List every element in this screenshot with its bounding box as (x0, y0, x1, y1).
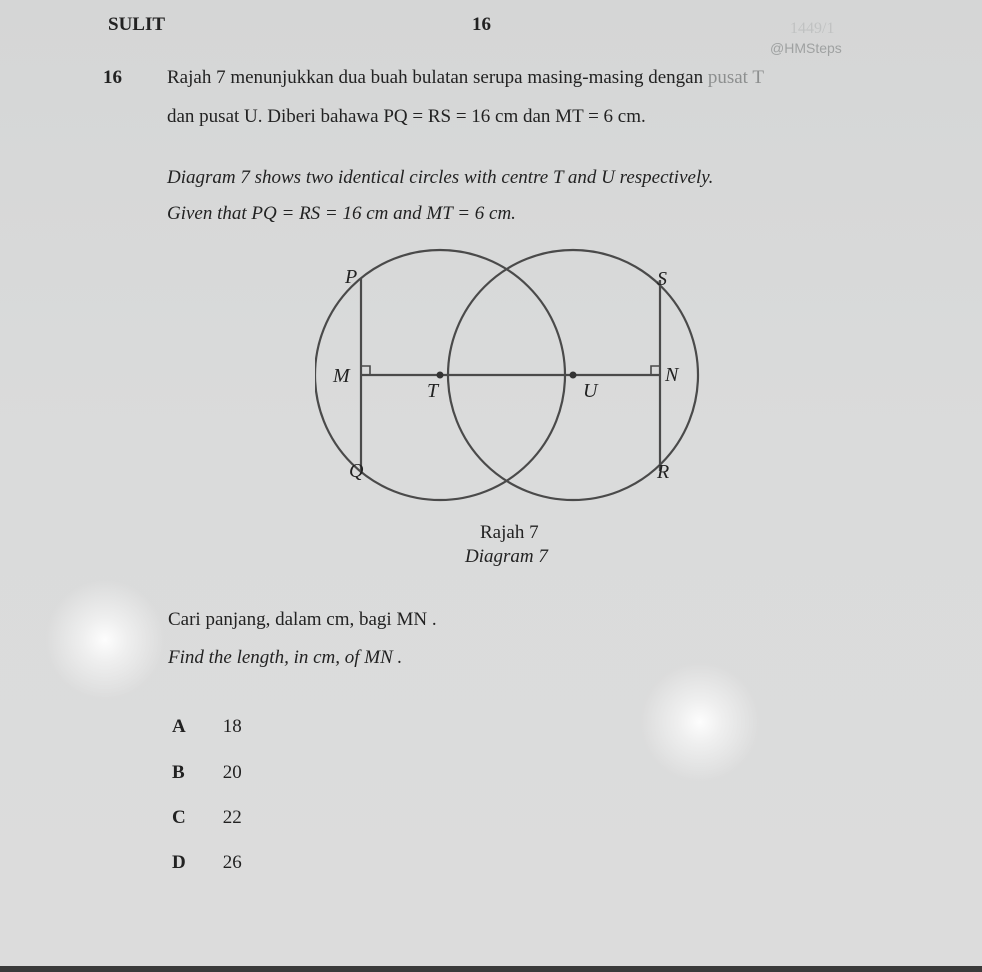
option-b[interactable] (172, 762, 242, 784)
label-n: N (665, 364, 679, 386)
option-b-letter: B (172, 762, 185, 783)
diagram-caption-malay: Rajah 7 (480, 522, 539, 543)
question-malay-line-1-faded: pusat T (707, 67, 764, 88)
page-edge-shadow (0, 966, 982, 972)
question-english-line-2: Given that PQ = RS = 16 cm and MT = 6 cm. (167, 203, 516, 224)
option-d-letter: D (172, 852, 186, 873)
question-number: 16 (103, 67, 122, 88)
option-c-letter: C (172, 807, 186, 828)
question-malay-line-2: dan pusat U. Diberi bahawa PQ = RS = 16 cm dan MT = 6 cm. (167, 106, 646, 127)
right-angle-mark-m (361, 366, 370, 375)
label-r: R (657, 461, 670, 483)
right-angle-mark-n (651, 366, 660, 375)
diagram-caption-english: Diagram 7 (465, 546, 548, 567)
centre-point-u (570, 372, 577, 379)
option-b-value: 20 (222, 762, 242, 783)
page-number: 16 (472, 14, 491, 35)
centre-point-t (437, 372, 444, 379)
option-d-value: 26 (222, 852, 242, 873)
option-a[interactable] (172, 716, 242, 738)
option-c[interactable] (172, 807, 242, 829)
label-p: P (345, 266, 358, 288)
two-circles-diagram (315, 245, 715, 505)
label-t: T (427, 380, 439, 402)
option-a-value: 18 (222, 716, 242, 737)
header-subject-label: SULIT (108, 14, 166, 35)
option-c-value: 22 (222, 807, 242, 828)
label-s: S (657, 268, 667, 290)
option-d[interactable] (172, 852, 242, 874)
question-english-line-1: Diagram 7 shows two identical circles with centre T and U respectively. (167, 167, 714, 188)
prompt-english: Find the length, in cm, of MN . (168, 647, 403, 668)
label-m: M (333, 365, 350, 387)
question-malay-line-1-main: Rajah 7 menunjukkan dua buah bulatan serupa masing-masing dengan (167, 67, 704, 88)
label-q: Q (349, 460, 364, 482)
prompt-malay: Cari panjang, dalam cm, bagi MN . (168, 609, 437, 630)
option-a-letter: A (172, 716, 186, 737)
question-malay-line-1 (167, 67, 764, 89)
paper-code: 1449/1 (790, 20, 835, 37)
label-u: U (583, 380, 598, 402)
watermark: @HMSteps (770, 40, 842, 56)
